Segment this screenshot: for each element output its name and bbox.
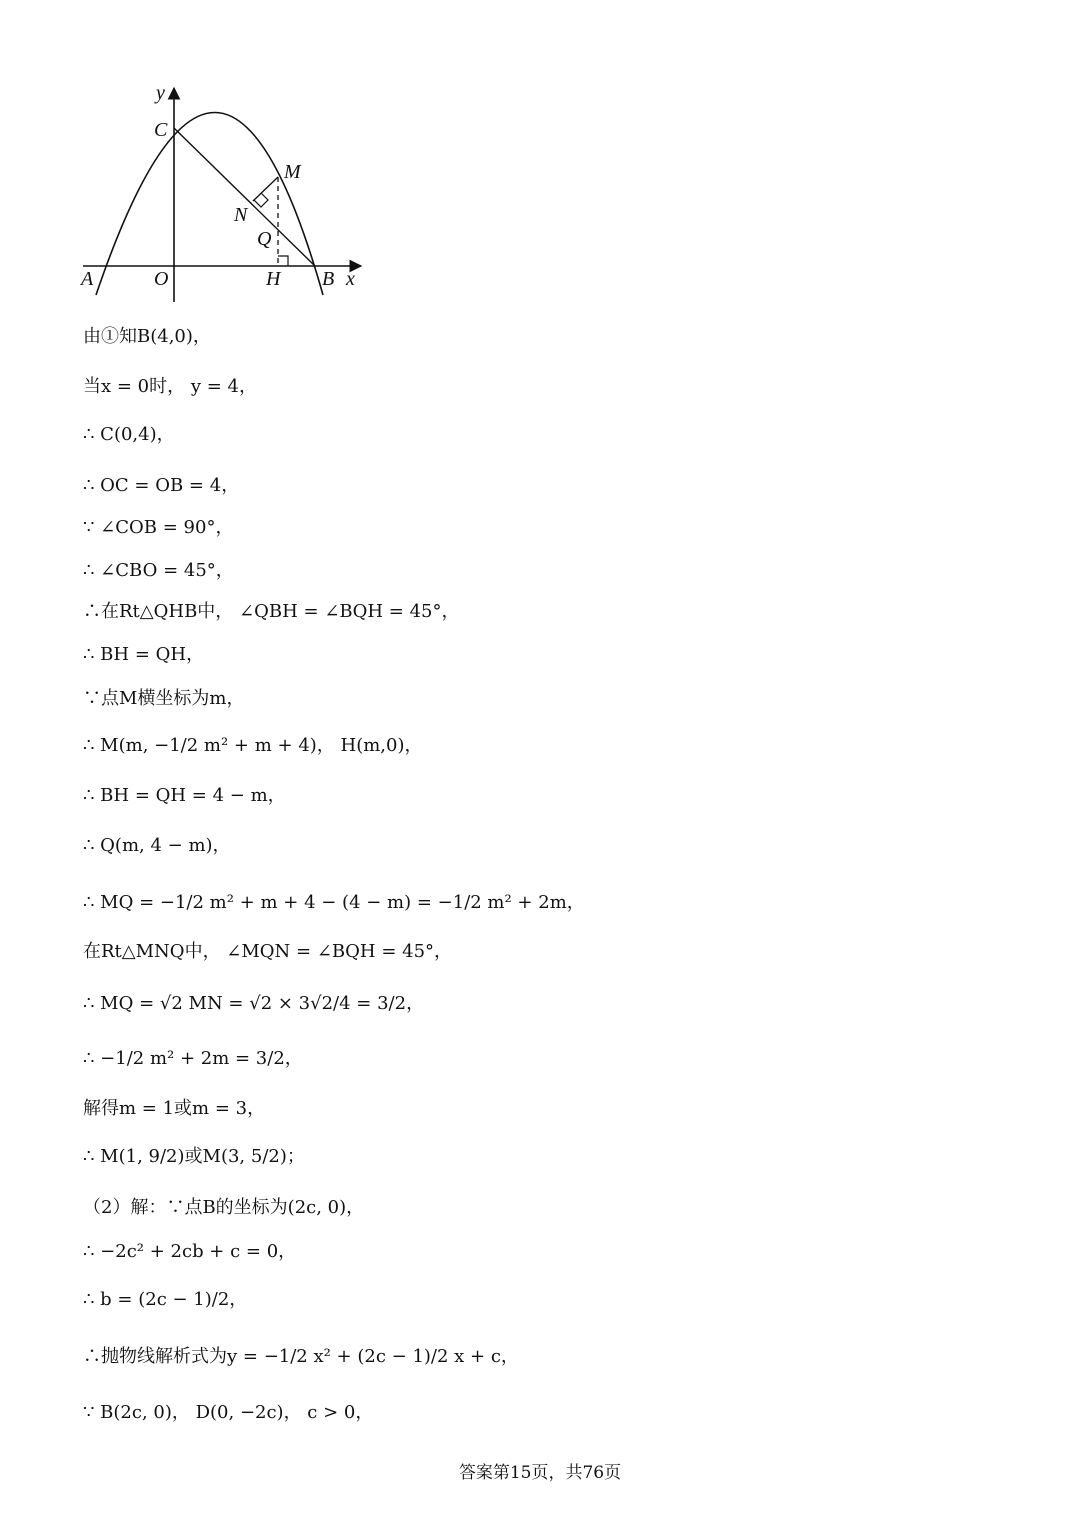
solution-line: ∴ MQ = −1/2 m² + m + 4 − (4 − m) = −1/2 m² + 2m， (83, 892, 585, 913)
solution-line: 由①知B(4,0)， (83, 326, 211, 347)
label-o: O (154, 268, 169, 290)
page-footer: 答案第15页，共76页 (458, 1463, 622, 1483)
label-a: A (81, 268, 94, 290)
right-angle-h (278, 256, 288, 266)
solution-line: ∴ −1/2 m² + 2m = 3/2， (83, 1048, 303, 1069)
label-c: C (154, 119, 168, 141)
label-n: N (234, 204, 248, 226)
solution-line: 在Rt△MNQ中， ∠MQN = ∠BQH = 45°， (83, 941, 453, 962)
solution-line: （2）解：∵点B的坐标为(2c, 0)， (83, 1197, 365, 1218)
solution-line: ∴ ∠CBO = 45°， (83, 560, 234, 581)
segment-cb (174, 128, 315, 266)
solution-line: ∴ Q(m, 4 − m)， (83, 835, 231, 856)
label-m: M (284, 161, 301, 183)
solution-line: ∴ MQ = √2 MN = √2 × 3√2/4 = 3/2， (83, 993, 425, 1014)
solution-line: 当x = 0时， y = 4， (83, 376, 257, 397)
solution-line: ∴ BH = QH = 4 − m， (83, 785, 286, 806)
label-x: x (346, 268, 355, 290)
parabola-figure (78, 80, 378, 305)
solution-line: ∴ OC = OB = 4， (83, 475, 240, 496)
solution-line: ∴ −2c² + 2cb + c = 0， (83, 1241, 297, 1262)
solution-line: ∴ M(1, 9/2)或M(3, 5/2)； (83, 1146, 305, 1167)
label-b: B (322, 268, 335, 290)
solution-line: ∴ M(m, −1/2 m² + m + 4)， H(m,0)， (83, 735, 423, 756)
solution-line: ∴ BH = QH， (83, 644, 205, 665)
solution-line: ∵ ∠COB = 90°， (83, 517, 234, 538)
solution-line: ∵ B(2c, 0)， D(0, −2c)， c > 0， (83, 1402, 374, 1423)
label-q: Q (257, 228, 272, 250)
solution-line: ∴ b = (2c − 1)/2， (83, 1289, 248, 1310)
solution-line: ∴ C(0,4)， (83, 424, 175, 445)
solution-line: ∴在Rt△QHB中， ∠QBH = ∠BQH = 45°， (83, 601, 460, 622)
solution-line: ∴抛物线解析式为y = −1/2 x² + (2c − 1)/2 x + c， (83, 1346, 519, 1367)
solution-line: 解得m = 1或m = 3， (83, 1098, 266, 1119)
right-angle-n (254, 193, 268, 207)
parabola-curve (96, 113, 323, 296)
label-h: H (266, 268, 281, 290)
solution-line: ∵点M横坐标为m， (83, 688, 245, 709)
label-y: y (156, 82, 165, 104)
